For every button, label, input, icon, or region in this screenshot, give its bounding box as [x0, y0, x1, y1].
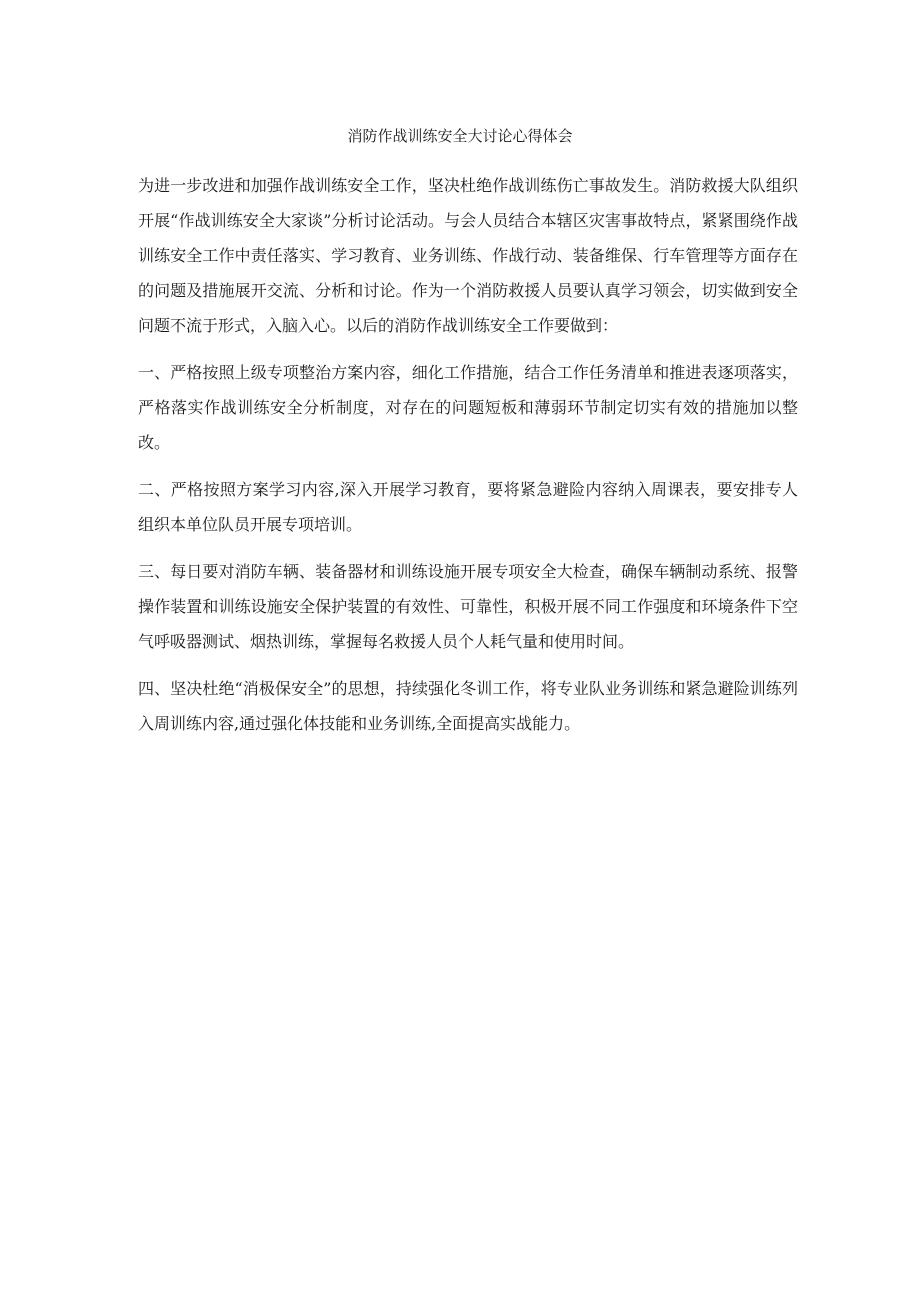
point-four-paragraph: 四、坚决杜绝“消极保安全”的思想，持续强化冬训工作，将专业队业务训练和紧急避险训练列入周训练内容,通过强化体技能和业务训练,全面提高实战能力。 — [138, 679, 798, 733]
point-two-paragraph: 二、严格按照方案学习内容,深入开展学习教育，要将紧急避险内容纳入周课表，要安排专人组织本单位队员开展专项培训。 — [138, 480, 798, 534]
document-body — [138, 168, 798, 741]
intro-paragraph: 为进一步改进和加强作战训练安全工作，坚决杜绝作战训练伤亡事故发生。消防救援大队组织开展“作战训练安全大家谈”分析讨论活动。与会人员结合本辖区灾害事故特点，紧紧围绕作战训练安全工作中责任落实、学习教育、业务训练、作战行动、装备维保、行车管理等方面存在的问题及措施展开交流、分析和讨论。作为一个消防救援人员要认真学习领会，切实做到安全问题不流于形式，入脑入心。以后的消防作战训练安全工作要做到： — [138, 176, 798, 335]
point-one-paragraph: 一、严格按照上级专项整治方案内容，细化工作措施，结合工作任务清单和推进表逐项落实，严格落实作战训练安全分析制度，对存在的问题短板和薄弱环节制定切实有效的措施加以整改。 — [138, 363, 798, 452]
document-title: 消防作战训练安全大讨论心得体会 — [347, 127, 573, 145]
point-three-paragraph: 三、每日要对消防车辆、装备器材和训练设施开展专项安全大检查，确保车辆制动系统、报警操作装置和训练设施安全保护装置的有效性、可靠性，积极开展不同工作强度和环境条件下空气呼吸器测试、烟热训练，掌握每名救援人员个人耗气量和使用时间。 — [138, 562, 798, 651]
